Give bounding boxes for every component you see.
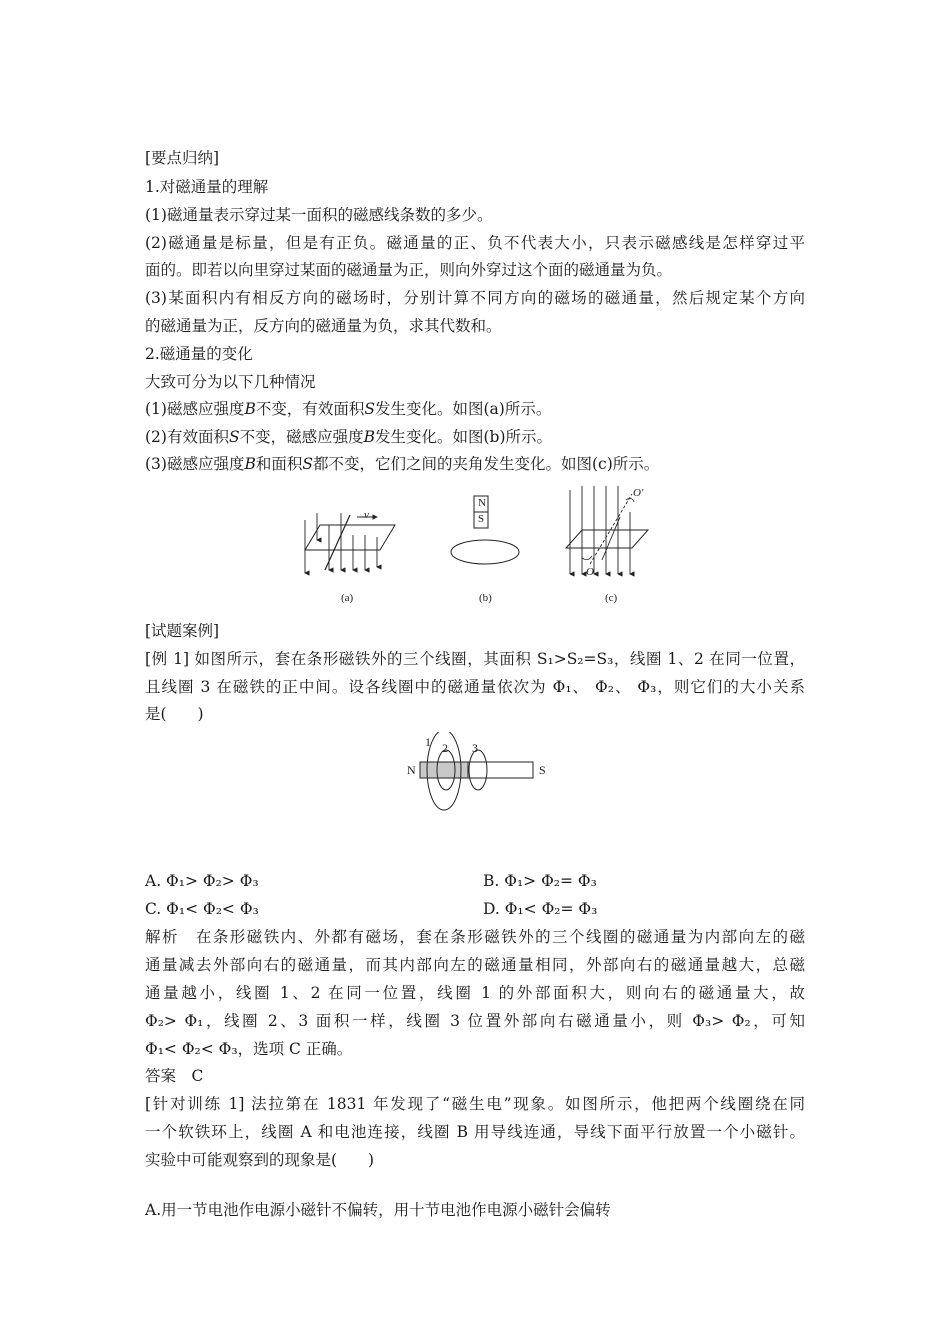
figure-a-diagram: [295, 495, 405, 585]
analysis-text: Φ₁< Φ₂< Φ₃，选项 C 正确。: [145, 1040, 353, 1058]
coil-1-label: 1: [425, 735, 431, 749]
figure-a-velocity-label: v: [364, 509, 369, 521]
training1-text: [针对训练 1] 法拉第在 1831 年发现了“磁生电”现象。如图所示，他把两个线圈绕在同: [145, 1095, 805, 1113]
magnet-south-label: S: [539, 763, 546, 777]
figure-c-axis-bottom-label: O: [586, 566, 594, 578]
point1-item: (3)某面积内有相反方向的磁场时，分别计算不同方向的磁场的磁通量，然后规定某个方向: [145, 289, 805, 307]
option-c[interactable]: C. Φ₁< Φ₂< Φ₃: [145, 900, 259, 918]
figure-c-caption: (c): [605, 592, 618, 604]
magnet-coils-diagram: [400, 732, 560, 842]
training1-text: 实验中可能观察到的现象是( ): [145, 1151, 375, 1169]
point2-item-c: (3)磁感应强度B和面积S都不变，它们之间的夹角发生变化。如图(c)所示。: [145, 455, 660, 473]
point1-title: 1.对磁通量的理解: [145, 178, 269, 196]
option-a[interactable]: A. Φ₁> Φ₂> Φ₃: [145, 872, 259, 890]
analysis-text: 通量越小，线圈 1、2 在同一位置，线圈 1 的外部面积大，则向右的磁通量大，故: [145, 984, 805, 1002]
example1-text: 是( ): [145, 705, 204, 723]
section-heading-examples: [试题案例]: [145, 622, 220, 640]
option-d[interactable]: D. Φ₁< Φ₂= Φ₃: [483, 900, 598, 918]
magnet-north-label: N: [407, 763, 416, 777]
analysis-text: 解析 在条形磁铁内、外都有磁场，套在条形磁铁外的三个线圈的磁通量为内部向左的磁: [145, 928, 805, 946]
coil-2-label: 2: [442, 741, 448, 755]
training1-text: 一个软铁环上，线圈 A 和电池连接，线圈 B 用导线连通，导线下面平行放置一个小磁针。: [145, 1123, 805, 1141]
example1-text: [例 1] 如图所示，套在条形磁铁外的三个线圈，其面积 S₁>S₂=S₃，线圈 1、2 在同一位置，: [145, 650, 805, 668]
figure-b-caption: (b): [479, 592, 492, 604]
figure-c-diagram: [560, 482, 660, 582]
figure-b-north-label: N: [478, 497, 486, 509]
point1-item: (1)磁通量表示穿过某一面积的磁感线条数的多少。: [145, 206, 493, 224]
option-b[interactable]: B. Φ₁> Φ₂= Φ₃: [483, 872, 597, 890]
point2-intro: 大致可分为以下几种情况: [145, 373, 316, 391]
point2-item-a: (1)磁感应强度B不变，有效面积S发生变化。如图(a)所示。: [145, 400, 552, 418]
point2-item-b: (2)有效面积S不变，磁感应强度B发生变化。如图(b)所示。: [145, 428, 553, 446]
point1-item: 面的。即若以向里穿过某面的磁通量为正，则向外穿过这个面的磁通量为负。: [145, 261, 673, 279]
answer-text: 答案 C: [145, 1067, 204, 1085]
example1-text: 且线圈 3 在磁铁的正中间。设各线圈中的磁通量依次为 Φ₁、 Φ₂、 Φ₃，则它们的大小关系: [145, 678, 805, 696]
figure-a-caption: (a): [341, 592, 354, 604]
point1-item: 的磁通量为正，反方向的磁通量为负，求其代数和。: [145, 317, 502, 335]
point1-item: (2)磁通量是标量，但是有正负。磁通量的正、负不代表大小，只表示磁感线是怎样穿过平: [145, 234, 805, 252]
analysis-text: 通量减去外部向右的磁通量，而其内部向左的磁通量相同，外部向右的磁通量越大，总磁: [145, 956, 805, 974]
figure-c-axis-top-label: O′: [633, 487, 644, 499]
coil-3-label: 3: [472, 741, 478, 755]
section-heading-key-points: [要点归纳]: [145, 149, 220, 167]
figure-b-south-label: S: [478, 513, 485, 525]
point2-title: 2.磁通量的变化: [145, 345, 253, 363]
analysis-text: Φ₂> Φ₁，线圈 2、3 面积一样，线圈 3 位置外部向右磁通量小，则 Φ₃> Φ₂，可知: [145, 1012, 805, 1030]
training1-option-a[interactable]: A.用一节电池作电源小磁针不偏转，用十节电池作电源小磁针会偏转: [145, 1201, 611, 1219]
